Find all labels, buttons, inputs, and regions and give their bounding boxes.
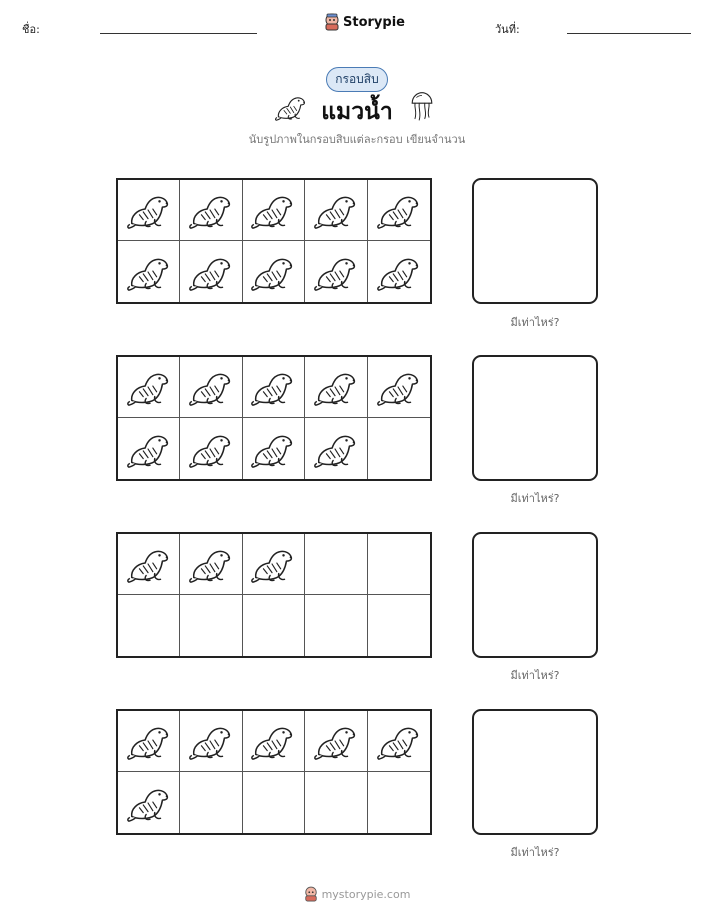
frame-cell [368,534,430,595]
frame-cell [243,241,305,302]
frame-cell [243,595,305,656]
frame-cell [118,241,180,302]
frame-cell [305,180,367,241]
ten-frame-4 [116,709,432,835]
seal-icon [126,367,172,407]
frame-cell [180,418,242,479]
frame-cell [305,357,367,418]
frame-cell [368,357,430,418]
frame-cell [305,772,367,833]
page-title: แมวน้ำ [321,99,393,125]
instructions: นับรูปภาพในกรอบสิบแต่ละกรอบ เขียนจำนวน [248,133,466,146]
frame-cell [180,241,242,302]
seal-icon [250,190,296,230]
seal-icon [188,544,234,584]
ten-frame-1 [116,178,432,304]
frame-cell [368,418,430,479]
jellyfish-icon [408,90,436,122]
name-label: ชื่อ: [22,23,40,36]
frame-cell [180,357,242,418]
frame-cell [243,772,305,833]
seal-icon [250,252,296,292]
frame-cell [180,534,242,595]
seal-icon [376,190,422,230]
seal-icon [188,721,234,761]
seal-icon [313,367,359,407]
seal-icon [126,252,172,292]
seal-icon [188,252,234,292]
answer-box-2[interactable] [472,355,598,481]
date-label: วันที่: [495,23,520,36]
frame-cell [243,534,305,595]
date-field[interactable] [567,33,691,34]
mascot-icon [324,13,340,31]
question-label-1: มีเท่าไหร่? [510,316,560,329]
frame-cell [118,357,180,418]
frame-cell [243,418,305,479]
footer [0,886,714,902]
frame-cell [368,711,430,772]
frame-cell [180,180,242,241]
answer-box-1[interactable] [472,178,598,304]
frame-cell [180,595,242,656]
frame-cell [243,711,305,772]
frame-cell [368,241,430,302]
brand-logo [324,13,405,31]
frame-cell [180,711,242,772]
frame-cell [118,534,180,595]
seal-icon [126,544,172,584]
seal-icon [250,544,296,584]
answer-box-4[interactable] [472,709,598,835]
frame-cell [243,357,305,418]
seal-icon [376,367,422,407]
seal-icon [313,429,359,469]
frame-cell [118,711,180,772]
ten-frame-3 [116,532,432,658]
brand-name: Storypie [343,14,405,30]
question-label-2: มีเท่าไหร่? [510,492,560,505]
seal-icon [313,252,359,292]
answer-box-3[interactable] [472,532,598,658]
ten-frame-2 [116,355,432,481]
frame-cell [305,418,367,479]
seal-icon [376,252,422,292]
seal-icon [126,429,172,469]
frame-cell [368,772,430,833]
seal-icon [313,190,359,230]
frame-cell [305,595,367,656]
seal-icon [250,721,296,761]
frame-cell [305,534,367,595]
seal-icon [126,783,172,823]
name-field[interactable] [100,33,257,34]
frame-cell [118,595,180,656]
frame-cell [180,772,242,833]
seal-icon [188,190,234,230]
seal-icon [250,429,296,469]
frame-cell [243,180,305,241]
frame-cell [368,180,430,241]
seal-icon [313,721,359,761]
topic-tag: กรอบสิบ [326,67,388,92]
mascot-icon [304,886,318,902]
frame-cell [118,772,180,833]
question-label-3: มีเท่าไหร่? [510,669,560,682]
seal-icon [250,367,296,407]
seal-icon [126,190,172,230]
seal-icon [188,367,234,407]
question-label-4: มีเท่าไหร่? [510,846,560,859]
frame-cell [305,711,367,772]
seal-icon [188,429,234,469]
frame-cell [118,418,180,479]
footer-url: mystorypie.com [321,887,411,901]
seal-icon [376,721,422,761]
frame-cell [305,241,367,302]
frame-cell [368,595,430,656]
seal-icon [126,721,172,761]
frame-cell [118,180,180,241]
